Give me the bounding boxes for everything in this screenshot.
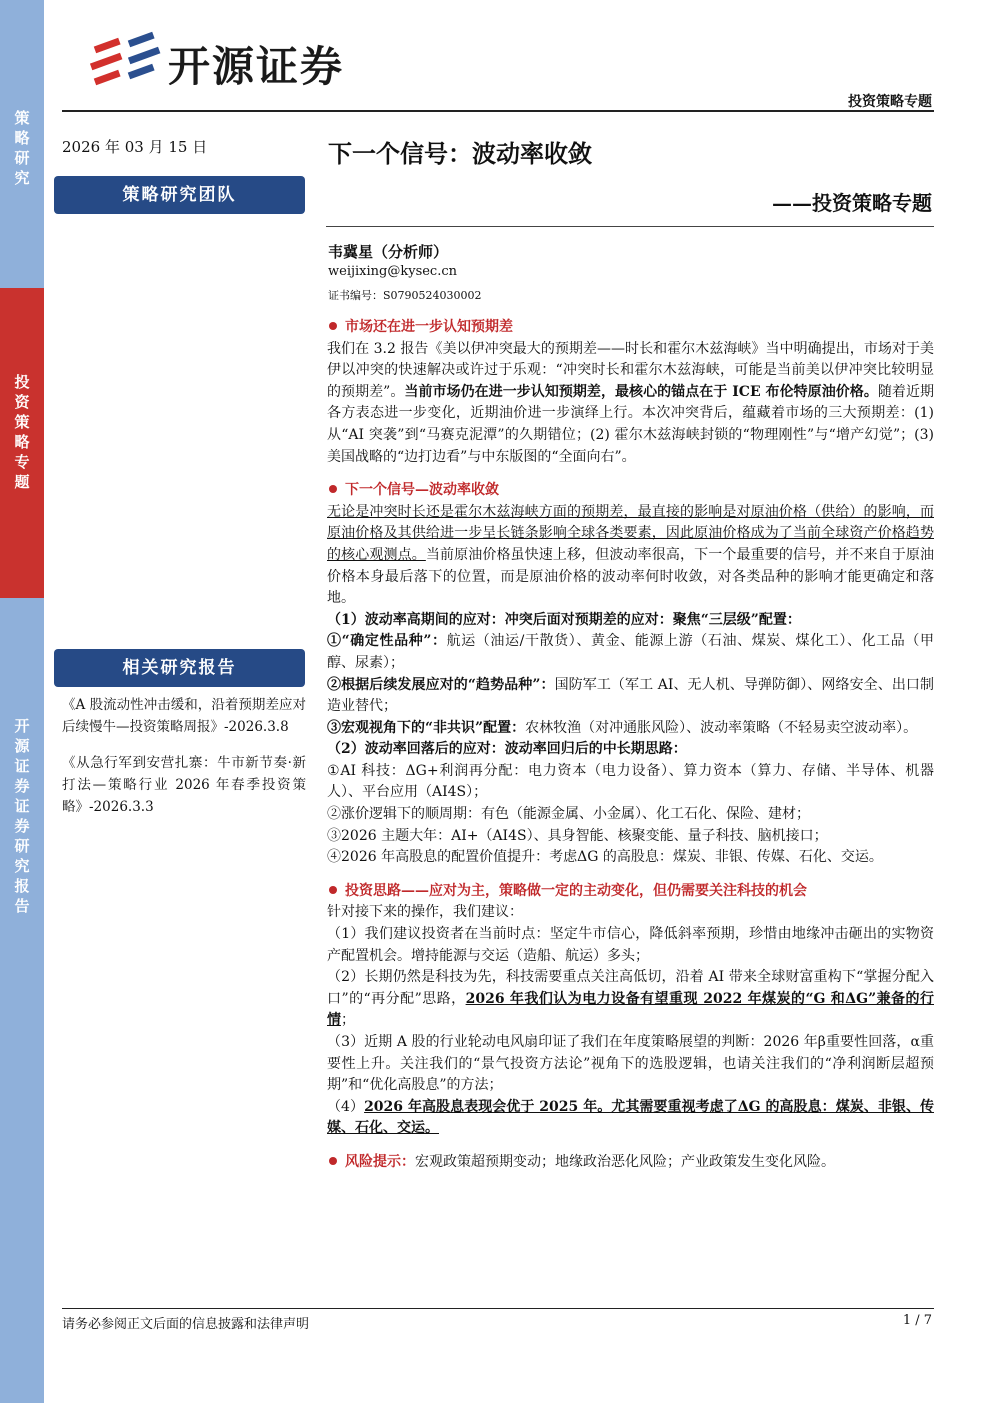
list-item: ②根据后续发展应对的“趋势品种”：国防军工（军工 AI、无人机、导弹防御）、网络安全、出口制造业替代； (327, 676, 934, 715)
list-item: ③宏观视角下的“非共识”配置：农林牧渔（对冲通胀风险）、波动率策略（不轻易卖空波动率）。 (327, 719, 918, 736)
header-divider (62, 110, 934, 112)
sub-heading: （2）波动率回落后的应对：波动率回归后的中长期思路： (327, 741, 687, 758)
footer-disclaimer: 请务必参阅正文后面的信息披露和法律声明 (62, 1317, 310, 1332)
section-heading: 下一个信号—波动率收敛 (327, 480, 934, 502)
paragraph: （1）我们建议投资者在当前时点：坚定牛市信心，降低斜率预期，珍惜由地缘冲击砸出的实物资产配置机会。增持能源与交运（造船、航运）多头； (327, 926, 934, 964)
sub-heading: （1）波动率高期间的应对：冲突后面对预期差的应对：聚焦“三层级”配置： (327, 611, 801, 628)
team-header: 策略研究团队 (54, 176, 305, 214)
paragraph: （2）长期仍然是科技为先，科技需要重点关注高低切，沿着 AI 带来全球财富重构下“掌握分配入口”的“再分配”思路，2026 年我们认为电力设备有望重现 2022 年煤炭的“G 和ΔG”兼备的行情； (327, 969, 934, 1029)
related-reports-list (62, 694, 306, 832)
paragraph: （4）2026 年高股息表现会优于 2025 年。尤其需要重视考虑了ΔG 的高股息：煤炭、非银、传媒、石化、交运。 (327, 1098, 934, 1137)
footer-divider (62, 1308, 934, 1309)
related-report-item[interactable]: 《A 股流动性冲击缓和，沿着预期差应对后续慢牛—投资策略周报》-2026.3.8 (62, 697, 306, 735)
risk-paragraph: 风险提示：宏观政策超预期变动；地缘政治恶化风险；产业政策发生变化风险。 (327, 1152, 934, 1174)
bullet-dot-icon (329, 322, 337, 330)
report-body (327, 317, 934, 1174)
sidebar-bottom-label: 开源证券 证券研究报告 (14, 717, 30, 915)
analyst-cert: 证书编号：S0790524030002 (328, 289, 482, 302)
title-divider (326, 226, 934, 227)
list-item: ②涨价逻辑下的顺周期：有色（能源金属、小金属）、化工石化、保险、建材； (327, 806, 810, 823)
report-title: 下一个信号：波动率收敛 (328, 139, 592, 168)
list-item: ①AI 科技：ΔG+利润再分配：电力资本（电力设备）、算力资本（算力、存储、半导体、机器人）、平台应用（AI4S）； (327, 762, 934, 801)
analyst-name: 韦冀星（分析师） (328, 243, 449, 261)
sidebar-mid-label: 投资策略专题 (14, 373, 30, 491)
left-sidebar (0, 0, 44, 1403)
header-category: 投资策略专题 (848, 94, 932, 110)
section-heading: 投资思路——应对为主，策略做一定的主动变化，但仍需要关注科技的机会 (327, 881, 934, 903)
paragraph: 针对接下来的操作，我们建议： (327, 904, 523, 921)
list-item: ①“确定性品种”：航运（油运/干散货）、黄金、能源上游（石油、煤炭、煤化工）、化工品（甲醇、尿素）； (327, 633, 935, 671)
analyst-email[interactable]: weijixing@kysec.cn (328, 264, 458, 279)
list-item: ④2026 年高股息的配置价值提升：考虑ΔG 的高股息：煤炭、非银、传媒、石化、交运。 (327, 849, 883, 866)
report-subtitle: ——投资策略专题 (772, 191, 932, 215)
paragraph: （3）近期 A 股的行业轮动电风扇印证了我们在年度策略展望的判断：2026 年β重要性回落，α重要性上升。关注我们的“景气投资方法论”视角下的选股逻辑，也请关注我们的“净利润断层超预期”和“优化高股息”的方法； (327, 1034, 934, 1094)
page-number: 1 / 7 (902, 1313, 932, 1328)
sidebar-top-label: 策略研究 (14, 109, 30, 187)
paragraph: 我们在 3.2 报告《美以伊冲突最大的预期差——时长和霍尔木兹海峡》当中明确提出，市场对于美伊以冲突的快速解决或许过于乐观：“冲突时长和霍尔木兹海峡，可能是当前美以伊冲突比较明显的预期差”。当前市场仍在进一步认知预期差，最核心的锚点在于 ICE 布伦特原油价格。随着近期各方表态进一步变化，近期油价进一步演绎上行。本次冲突背后，蕴藏着市场的三大预期差：(1) 从“AI 突袭”到“马赛克泥潭”的久期错位；(2) 霍尔木兹海峡封锁的“物理刚性”与“增产幻觉”；(3) 美国战略的“边打边看”与中东版图的“全面向右”。 (327, 340, 934, 465)
report-date: 2026 年 03 月 15 日 (62, 138, 208, 156)
bullet-dot-icon (329, 485, 337, 493)
list-item: ③2026 主题大年：AI+（AI4S）、具身智能、核聚变能、量子科技、脑机接口； (327, 827, 828, 844)
brand-name: 开源证券 (168, 42, 345, 91)
bullet-dot-icon (329, 1157, 337, 1165)
related-header: 相关研究报告 (54, 649, 305, 687)
paragraph: 无论是冲突时长还是霍尔木兹海峡方面的预期差，最直接的影响是对原油价格（供给）的影响，而原油价格及其供给进一步呈长链条影响全球各类要素，因此原油价格成为了当前全球资产价格趋势的核心观测点。当前原油价格虽快速上移，但波动率很高，下一个最重要的信号，并不来自于原油价格本身最后落下的位置，而是原油价格的波动率何时收敛，对各类品种的影响才能更确定和落地。 (327, 503, 935, 607)
related-report-item[interactable]: 《从急行军到安营扎寨：牛市新节奏·新打法—策略行业 2026 年春季投资策略》-2026.3.3 (62, 755, 306, 815)
bullet-dot-icon (329, 886, 337, 894)
section-heading: 市场还在进一步认知预期差 (327, 317, 934, 339)
